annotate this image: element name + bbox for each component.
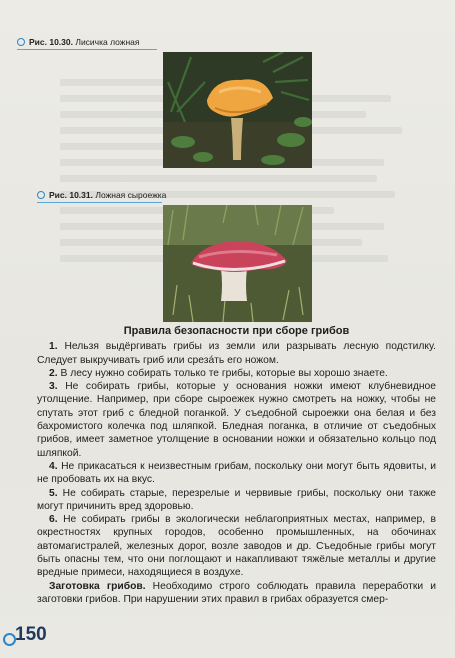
rule-item: 5. Не собирать старые, перезрелые и червивые грибы, поскольку они также могут причинить вред здоровью.: [37, 487, 436, 512]
photo-false-russula: [163, 205, 312, 322]
caption-rule: [37, 202, 162, 203]
closing-paragraph: Заготовка грибов. Необходимо строго соблюдать правила переработки и заготовки грибов. При нарушении этих правил в грибах образуется смер-: [37, 580, 436, 605]
caption-bullet-icon: [37, 191, 45, 199]
section-title: Правила безопасности при сборе грибов: [123, 325, 350, 337]
page-number: 150: [15, 624, 47, 645]
rule-item: 4. Не прикасаться к неизвестным грибам, поскольку они могут быть ядовиты, и не пробовать их на вкус.: [37, 460, 436, 486]
page-number-block: [0, 624, 60, 654]
safety-rules-section: [37, 325, 436, 606]
figure-caption-1030: Рис. 10.30. Лисичка ложная: [17, 37, 140, 47]
photo-false-chanterelle: [163, 52, 312, 168]
rule-item: 3. Не собирать грибы, которые у основания ножки имеют клубневидное утолщение. Например, при сборе сыроежек нужно смотреть на ножку, чтобы не спутать этот гриб с бледной поганкой. У съедобной сыроежки она белая и без бахромистого колечка под шляпкой. Бледная поганка, в отличие от съедобных грибов, имеет заметное утолщение в основании ножки и обязательно кольцо под шляпкой.: [37, 381, 436, 459]
caption-rule: [17, 49, 157, 50]
rule-item: 1. Нельзя выдёргивать грибы из земли или разрывать лесную подстилку. Следует выкручивать гриб или срезáть его ножом.: [37, 341, 436, 366]
false-russula-illustration: [163, 205, 312, 322]
false-chanterelle-illustration: [163, 52, 312, 168]
rule-item: 6. Не собирать грибы в экологически неблагоприятных местах, например, в окрестностях крупных городов, особенно промышленных, на обочинах автомагистралей, железных дорог, возле заводов и др. Съедобные грибы могут быть опасны тем, что они поглощают и накапливают тяжёлые металлы и другие вредные примеси, находящиеся в воздухе.: [37, 514, 436, 579]
figure-caption-1031: Рис. 10.31. Ложная сыроежка: [37, 190, 166, 200]
rule-item: 2. В лесу нужно собирать только те грибы, которые вы хорошо знаете.: [49, 367, 388, 379]
caption-bullet-icon: [17, 38, 25, 46]
